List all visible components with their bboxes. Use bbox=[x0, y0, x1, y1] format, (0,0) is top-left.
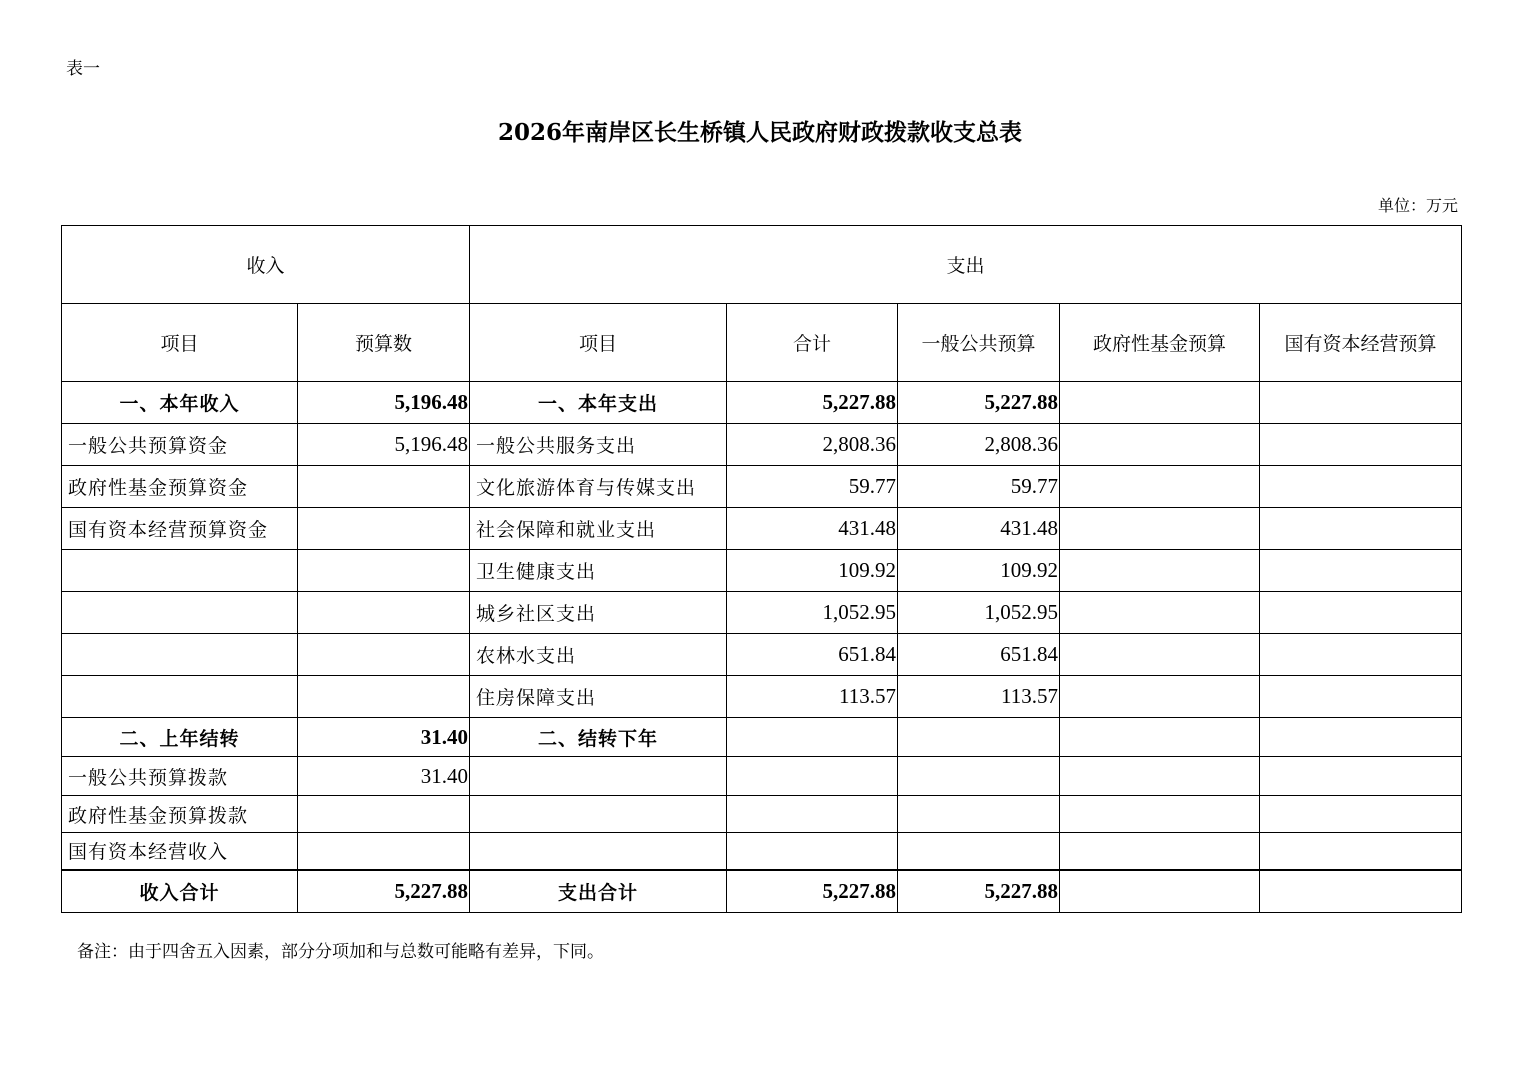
income-amount-cell bbox=[298, 833, 470, 870]
state-capital-cell bbox=[1260, 508, 1462, 550]
expense-total-label: 支出合计 bbox=[470, 870, 727, 913]
expense-item-cell: 社会保障和就业支出 bbox=[470, 508, 727, 550]
total-cell: 59.77 bbox=[727, 466, 898, 508]
expense-item-cell: 卫生健康支出 bbox=[470, 550, 727, 592]
state-capital-cell bbox=[1260, 676, 1462, 718]
column-header-income-item: 项目 bbox=[62, 304, 298, 382]
gov-fund-total bbox=[1060, 870, 1260, 913]
state-capital-cell bbox=[1260, 592, 1462, 634]
gov-fund-cell bbox=[1060, 757, 1260, 796]
income-item-cell: 政府性基金预算拨款 bbox=[62, 796, 298, 833]
general-budget-cell: 5,227.88 bbox=[898, 382, 1060, 424]
general-budget-cell: 59.77 bbox=[898, 466, 1060, 508]
footnote: 备注：由于四舍五入因素，部分分项加和与总数可能略有差异，下同。 bbox=[77, 942, 604, 962]
gov-fund-cell bbox=[1060, 550, 1260, 592]
expense-item-cell bbox=[470, 833, 727, 870]
income-total-amount: 5,227.88 bbox=[298, 870, 470, 913]
income-amount-cell: 31.40 bbox=[298, 718, 470, 757]
state-capital-cell bbox=[1260, 833, 1462, 870]
income-amount-cell bbox=[298, 550, 470, 592]
income-item-cell: 一、本年收入 bbox=[62, 382, 298, 424]
unit-label: 单位：万元 bbox=[1377, 196, 1458, 215]
income-amount-cell: 5,196.48 bbox=[298, 382, 470, 424]
table-row bbox=[62, 424, 1462, 466]
income-group-header: 收入 bbox=[62, 226, 470, 304]
general-budget-cell: 651.84 bbox=[898, 634, 1060, 676]
total-cell: 5,227.88 bbox=[727, 382, 898, 424]
total-cell: 431.48 bbox=[727, 508, 898, 550]
gov-fund-cell bbox=[1060, 508, 1260, 550]
table-row bbox=[62, 634, 1462, 676]
table-row bbox=[62, 718, 1462, 757]
table-row bbox=[62, 550, 1462, 592]
header-row-columns bbox=[62, 304, 1462, 382]
gov-fund-cell bbox=[1060, 592, 1260, 634]
state-capital-cell bbox=[1260, 634, 1462, 676]
income-item-cell: 一般公共预算拨款 bbox=[62, 757, 298, 796]
income-item-cell bbox=[62, 592, 298, 634]
gov-fund-cell bbox=[1060, 424, 1260, 466]
gov-fund-cell bbox=[1060, 833, 1260, 870]
income-amount-cell bbox=[298, 796, 470, 833]
gov-fund-cell bbox=[1060, 676, 1260, 718]
budget-table bbox=[61, 225, 1462, 913]
gov-fund-cell bbox=[1060, 796, 1260, 833]
table-row bbox=[62, 676, 1462, 718]
expense-item-cell: 一、本年支出 bbox=[470, 382, 727, 424]
table-row bbox=[62, 466, 1462, 508]
gov-fund-cell bbox=[1060, 382, 1260, 424]
column-header-expense-item: 项目 bbox=[470, 304, 727, 382]
total-cell: 109.92 bbox=[727, 550, 898, 592]
income-amount-cell bbox=[298, 592, 470, 634]
income-item-cell: 二、上年结转 bbox=[62, 718, 298, 757]
total-cell bbox=[727, 757, 898, 796]
income-total-label: 收入合计 bbox=[62, 870, 298, 913]
total-cell bbox=[727, 796, 898, 833]
state-capital-cell bbox=[1260, 466, 1462, 508]
state-capital-cell bbox=[1260, 757, 1462, 796]
state-capital-cell bbox=[1260, 382, 1462, 424]
income-item-cell: 国有资本经营收入 bbox=[62, 833, 298, 870]
income-item-cell: 一般公共预算资金 bbox=[62, 424, 298, 466]
general-budget-cell bbox=[898, 833, 1060, 870]
table-row bbox=[62, 508, 1462, 550]
expense-total-amount: 5,227.88 bbox=[727, 870, 898, 913]
general-budget-total: 5,227.88 bbox=[898, 870, 1060, 913]
table-row bbox=[62, 592, 1462, 634]
total-cell: 2,808.36 bbox=[727, 424, 898, 466]
general-budget-cell bbox=[898, 757, 1060, 796]
general-budget-cell: 1,052.95 bbox=[898, 592, 1060, 634]
expense-item-cell: 城乡社区支出 bbox=[470, 592, 727, 634]
income-item-cell bbox=[62, 550, 298, 592]
general-budget-cell: 109.92 bbox=[898, 550, 1060, 592]
page-title: 2026年南岸区长生桥镇人民政府财政拨款收支总表 bbox=[497, 119, 1022, 146]
total-cell: 651.84 bbox=[727, 634, 898, 676]
gov-fund-cell bbox=[1060, 718, 1260, 757]
income-amount-cell bbox=[298, 634, 470, 676]
total-cell bbox=[727, 833, 898, 870]
column-header-gov-fund: 政府性基金预算 bbox=[1060, 304, 1260, 382]
income-amount-cell: 5,196.48 bbox=[298, 424, 470, 466]
gov-fund-cell bbox=[1060, 466, 1260, 508]
table-body bbox=[62, 226, 1462, 913]
general-budget-cell: 113.57 bbox=[898, 676, 1060, 718]
state-capital-total bbox=[1260, 870, 1462, 913]
column-header-budget: 预算数 bbox=[298, 304, 470, 382]
total-cell: 113.57 bbox=[727, 676, 898, 718]
total-cell: 1,052.95 bbox=[727, 592, 898, 634]
total-cell bbox=[727, 718, 898, 757]
table-row bbox=[62, 382, 1462, 424]
general-budget-cell bbox=[898, 718, 1060, 757]
general-budget-cell: 431.48 bbox=[898, 508, 1060, 550]
expense-group-header: 支出 bbox=[470, 226, 1462, 304]
header-row-group bbox=[62, 226, 1462, 304]
expense-item-cell: 住房保障支出 bbox=[470, 676, 727, 718]
expense-item-cell: 一般公共服务支出 bbox=[470, 424, 727, 466]
income-amount-cell: 31.40 bbox=[298, 757, 470, 796]
expense-item-cell bbox=[470, 796, 727, 833]
income-amount-cell bbox=[298, 676, 470, 718]
gov-fund-cell bbox=[1060, 634, 1260, 676]
column-header-state-capital: 国有资本经营预算 bbox=[1260, 304, 1462, 382]
income-amount-cell bbox=[298, 508, 470, 550]
state-capital-cell bbox=[1260, 796, 1462, 833]
expense-item-cell: 农林水支出 bbox=[470, 634, 727, 676]
income-amount-cell bbox=[298, 466, 470, 508]
general-budget-cell: 2,808.36 bbox=[898, 424, 1060, 466]
general-budget-cell bbox=[898, 796, 1060, 833]
table-row bbox=[62, 757, 1462, 796]
state-capital-cell bbox=[1260, 424, 1462, 466]
expense-item-cell bbox=[470, 757, 727, 796]
table-row bbox=[62, 796, 1462, 833]
column-header-general-budget: 一般公共预算 bbox=[898, 304, 1060, 382]
table-number: 表一 bbox=[66, 59, 100, 79]
income-item-cell: 国有资本经营预算资金 bbox=[62, 508, 298, 550]
state-capital-cell bbox=[1260, 550, 1462, 592]
expense-item-cell: 二、结转下年 bbox=[470, 718, 727, 757]
income-item-cell: 政府性基金预算资金 bbox=[62, 466, 298, 508]
state-capital-cell bbox=[1260, 718, 1462, 757]
totals-row bbox=[62, 870, 1462, 913]
income-item-cell bbox=[62, 634, 298, 676]
income-item-cell bbox=[62, 676, 298, 718]
expense-item-cell: 文化旅游体育与传媒支出 bbox=[470, 466, 727, 508]
column-header-total: 合计 bbox=[727, 304, 898, 382]
table-row bbox=[62, 833, 1462, 870]
